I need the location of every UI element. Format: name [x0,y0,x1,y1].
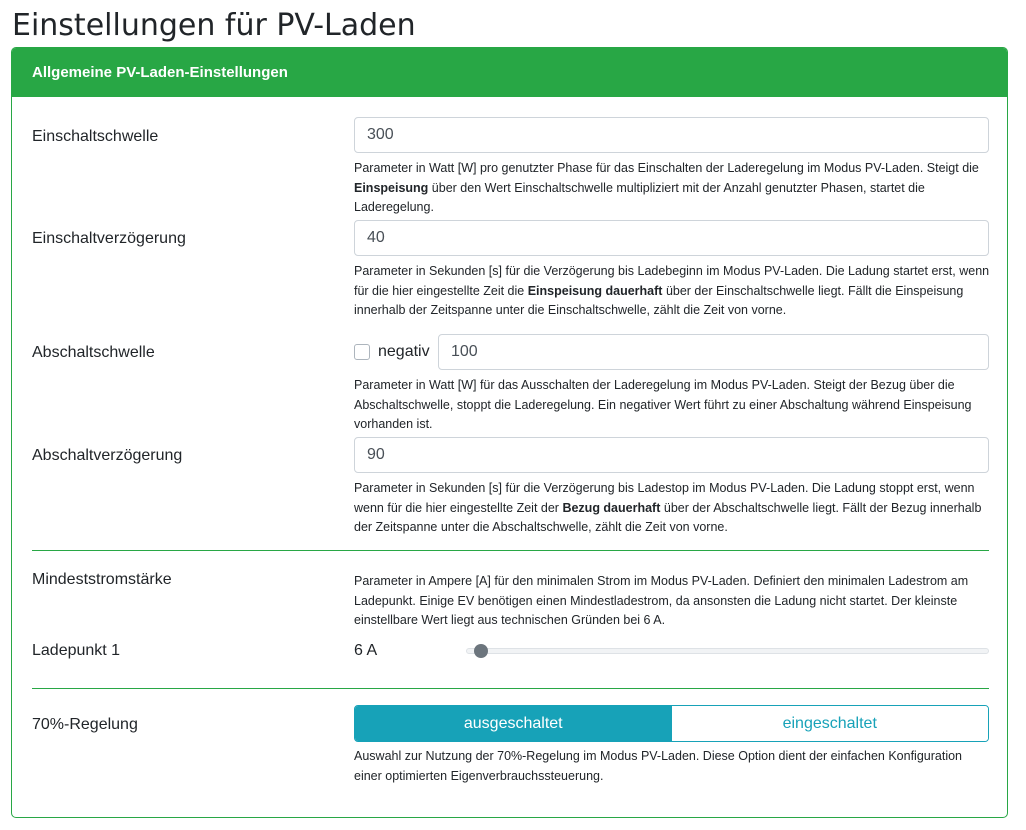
card-header: Allgemeine PV-Laden-Einstellungen [12,48,1007,97]
mindeststrom-label: Mindeststromstärke [32,571,172,588]
abschaltschwelle-help: Parameter in Watt [W] für das Ausschalten der Laderegelung im Modus PV-Laden. Steigt der Bezug über die Abschaltschwelle, stoppt die Laderegelung. Ein negativer Wert führt zu einer Abschaltung während Einspeisung vorhanden ist. [354,378,972,431]
ausgeschaltet-button[interactable]: ausgeschaltet [355,706,672,741]
abschaltverzoegerung-input[interactable] [354,437,989,473]
negativ-label: negativ [378,343,430,360]
section-divider [32,550,989,551]
slider-thumb[interactable] [474,644,488,658]
abschaltschwelle-label: Abschaltschwelle [32,344,155,361]
einschaltverzoegerung-input[interactable] [354,220,989,256]
ladepunkt-1-label: Ladepunkt 1 [32,642,121,659]
einschaltschwelle-help: Parameter in Watt [W] pro genutzter Phase für das Einschalten der Laderegelung im Modus PV-Laden. Steigt die Einspeisung über den Wert Einschaltschwelle multipliziert mit der Anzahl genutzter Phasen, startet die Laderegelung. [354,161,979,214]
section-divider [32,688,989,689]
regelung70-label: 70%-Regelung [32,716,138,733]
negativ-checkbox[interactable] [354,344,370,360]
regelung70-toggle[interactable] [354,705,989,742]
regelung70-help: Auswahl zur Nutzung der 70%-Regelung im Modus PV-Laden. Diese Option dient der einfachen Konfiguration einer optimierten Eigenverbrauchssteuerung. [354,749,963,783]
ladepunkt-1-slider[interactable] [466,648,989,654]
einschaltschwelle-label: Einschaltschwelle [32,128,159,145]
pv-settings-card [11,47,1008,818]
abschaltschwelle-input[interactable] [438,334,989,370]
ladepunkt-1-value: 6 A [354,642,378,659]
abschaltverzoegerung-label: Abschaltverzögerung [32,447,183,464]
eingeschaltet-button[interactable]: eingeschaltet [672,706,989,741]
abschaltverzoegerung-help: Parameter in Sekunden [s] für die Verzögerung bis Ladestop im Modus PV-Laden. Die Ladung stoppt erst, wenn wenn für die hier eingestellte Zeit der Bezug dauerhaft über der Abschaltschwelle liegt. Fällt der Bezug innerhalb der Zeitspanne unter die Abschaltschwelle, zählt die Zeit von vorne. [354,481,982,534]
einschaltverzoegerung-label: Einschaltverzögerung [32,230,186,247]
einschaltverzoegerung-help: Parameter in Sekunden [s] für die Verzögerung bis Ladebeginn im Modus PV-Laden. Die Ladung startet erst, wenn für die hier eingestellte Zeit die Einspeisung dauerhaft über der Einschaltschwelle liegt. Fällt die Einspeisung innerhalb der Zeitspanne unter die Einschaltschwelle, zählt die Zeit von vorne. [354,264,990,317]
einschaltschwelle-input[interactable] [354,117,989,153]
mindeststrom-help: Parameter in Ampere [A] für den minimalen Strom im Modus PV-Laden. Definiert den minimalen Ladestrom am Ladepunkt. Einige EV benötigen einen Mindestladestrom, da ansonsten die Ladung nicht startet. Der kleinste einstellbare Wert liegt aus technischen Gründen bei 6 A. [354,574,969,627]
page-title: Einstellungen für PV-Laden [12,8,416,43]
